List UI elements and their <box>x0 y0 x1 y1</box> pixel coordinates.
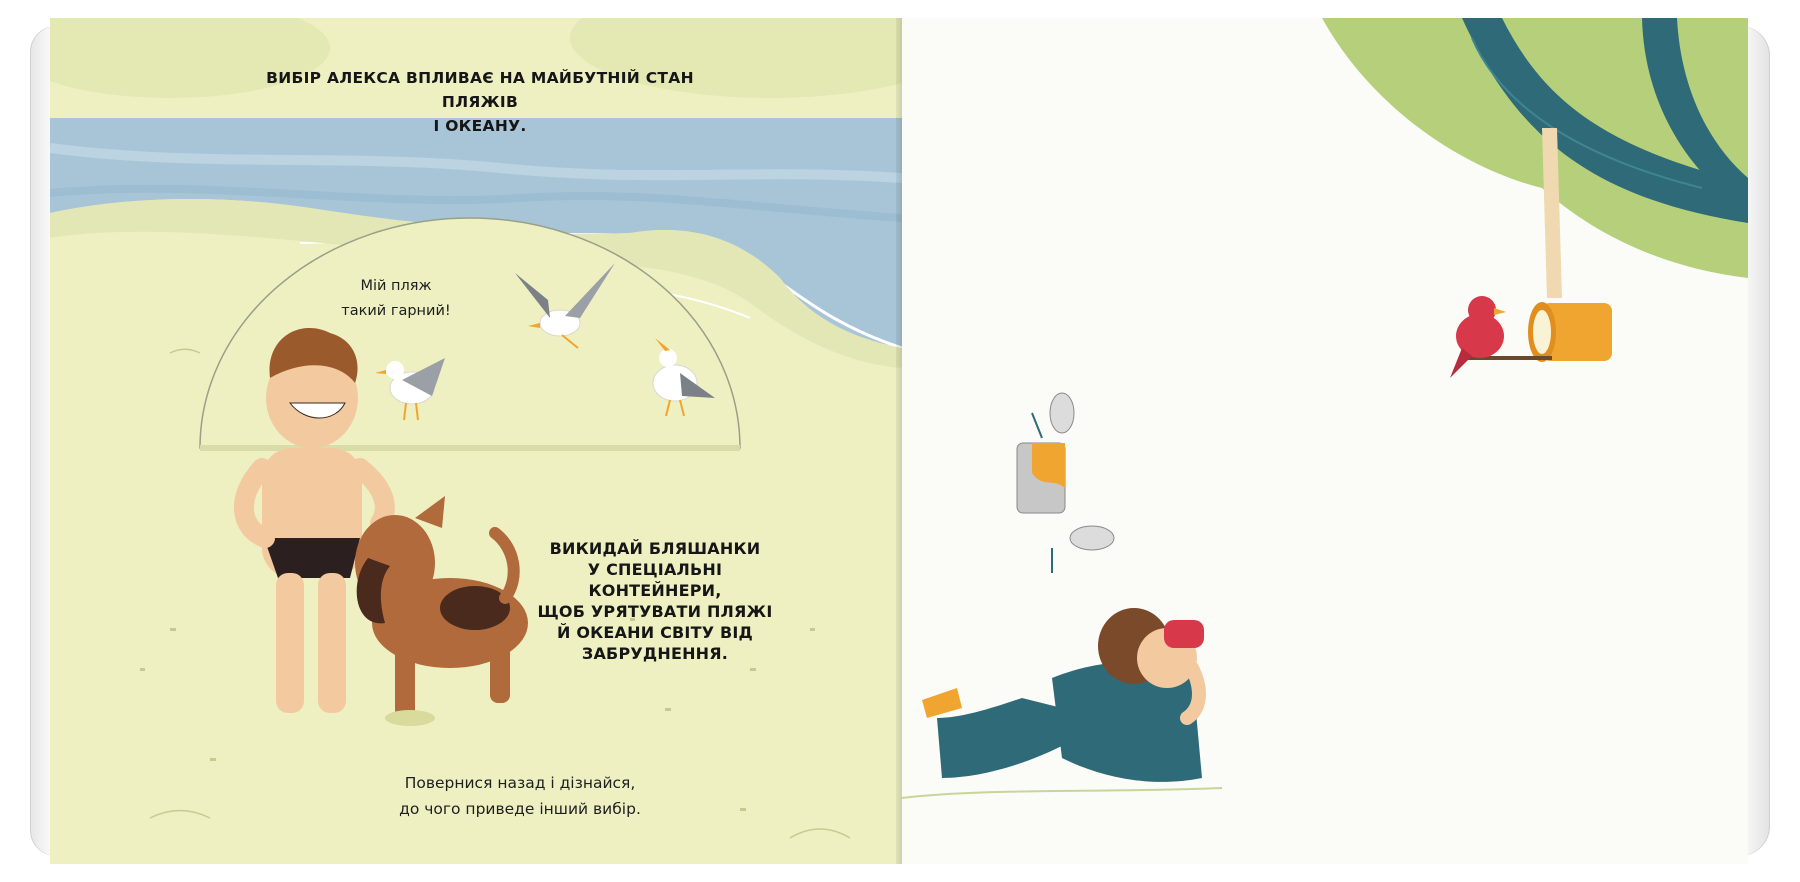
girl-with-binoculars-illustration <box>902 608 1222 798</box>
tree-feeder-illustration <box>902 18 1748 864</box>
headline-line: І ОКЕАНУ. <box>433 117 527 135</box>
speech-line: такий гарний! <box>341 303 451 319</box>
right-page <box>902 18 1748 864</box>
callout-line: ЩОБ УРЯТУВАТИ ПЛЯЖІ <box>537 602 773 621</box>
paint-can-illustration <box>1017 393 1114 573</box>
callout-line: ЗАБРУДНЕННЯ. <box>581 644 729 663</box>
headline-line: ВИБІР АЛЕКСА ВПЛИВАЄ НА МАЙБУТНІЙ СТАН ПЛЯЖІВ <box>266 69 694 111</box>
book-spread <box>30 18 1770 864</box>
red-bird-illustration <box>1450 296 1506 378</box>
go-back-line: до чого приведе інший вибір. <box>399 800 641 818</box>
go-back-note <box>370 770 670 822</box>
left-page <box>50 18 902 864</box>
beach-illustration <box>50 18 902 864</box>
speech-bubble-text <box>336 274 456 324</box>
speech-line: Мій пляж <box>360 278 432 294</box>
callout-line: ВИКИДАЙ БЛЯШАНКИ <box>549 539 761 558</box>
callout-text <box>535 538 775 664</box>
go-back-line: Повернися назад і дізнайся, <box>404 774 636 792</box>
dog-illustration <box>355 496 528 726</box>
callout-line: У СПЕЦІАЛЬНІ КОНТЕЙНЕРИ, <box>587 560 723 600</box>
callout-line: Й ОКЕАНИ СВІТУ ВІД <box>556 623 753 642</box>
page-headline <box>245 66 715 138</box>
